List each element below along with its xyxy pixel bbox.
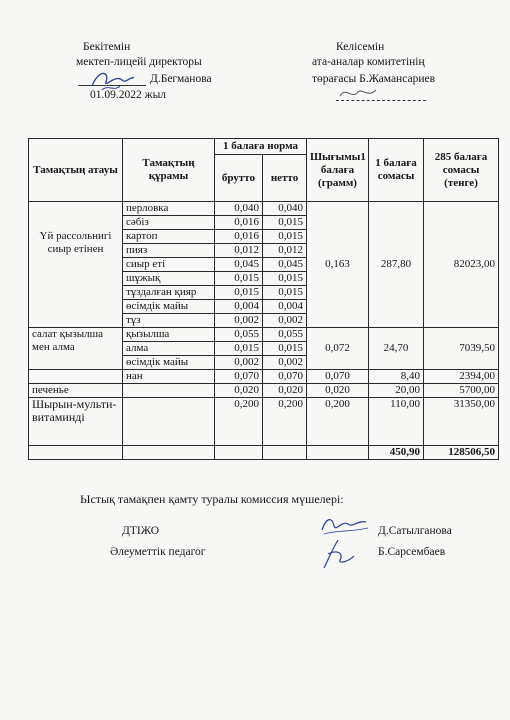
per-child-total: 450,90	[369, 446, 424, 460]
ingredient-name	[123, 384, 215, 398]
net-value: 0,015	[263, 216, 307, 230]
gross-value: 0,070	[215, 370, 263, 384]
net-value: 0,004	[263, 300, 307, 314]
table-row	[29, 328, 499, 342]
dish-name: салат қызылша мен алма	[29, 328, 123, 370]
ingredient-name: перловка	[123, 202, 215, 216]
ingredient-name	[123, 398, 215, 446]
gross-value: 0,020	[215, 384, 263, 398]
header-gross: брутто	[215, 155, 263, 202]
table-row	[29, 384, 499, 398]
header-dish: Тамақтың атауы	[29, 139, 123, 202]
gross-value: 0,015	[215, 272, 263, 286]
gross-value: 0,045	[215, 258, 263, 272]
ingredient-name: шұжық	[123, 272, 215, 286]
net-value: 0,002	[263, 314, 307, 328]
gross-value: 0,055	[215, 328, 263, 342]
agree-title: Келісемін	[336, 41, 385, 53]
approve-name: Д.Бегманова	[150, 73, 212, 85]
gross-value: 0,040	[215, 202, 263, 216]
net-value: 0,015	[263, 230, 307, 244]
total-value: 5700,00	[424, 384, 499, 398]
net-value: 0,070	[263, 370, 307, 384]
table-row	[29, 398, 499, 446]
gross-value: 0,015	[215, 342, 263, 356]
header-norm: 1 балаға норма	[215, 139, 307, 155]
director-signature-icon	[88, 66, 138, 94]
per-child-value: 287,80	[369, 202, 424, 328]
ingredient-name: пияз	[123, 244, 215, 258]
approve-title: Бекітемін	[83, 41, 131, 53]
net-value: 0,015	[263, 272, 307, 286]
gross-value: 0,012	[215, 244, 263, 258]
header-per-child: 1 балаға сомасы	[369, 139, 424, 202]
net-value: 0,015	[263, 342, 307, 356]
header-net: нетто	[263, 155, 307, 202]
net-value: 0,002	[263, 356, 307, 370]
net-value: 0,055	[263, 328, 307, 342]
gross-value: 0,016	[215, 216, 263, 230]
header-composition: Тамақтың құрамы	[123, 139, 215, 202]
gross-value: 0,002	[215, 314, 263, 328]
approve-position: мектеп-лицейі директоры	[76, 56, 202, 68]
gross-value: 0,004	[215, 300, 263, 314]
total-value: 31350,00	[424, 398, 499, 446]
consumption-value: 0,163	[307, 202, 369, 328]
consumption-value: 0,072	[307, 328, 369, 370]
ingredient-name: қызылша	[123, 328, 215, 342]
menu-table	[28, 138, 499, 460]
commission-member-name: Б.Сарсембаев	[378, 546, 446, 558]
commission-role: Әлеуметтік педагог	[110, 546, 206, 558]
table-row	[29, 202, 499, 216]
gross-value: 0,200	[215, 398, 263, 446]
ingredient-name: нан	[123, 370, 215, 384]
ingredient-name: өсімдік майы	[123, 300, 215, 314]
header-consumption: Шығымы1 балаға (грамм)	[307, 139, 369, 202]
net-value: 0,200	[263, 398, 307, 446]
dish-name: Үй рассольнигі сиыр етінен	[29, 202, 123, 328]
per-child-value: 8,40	[369, 370, 424, 384]
net-value: 0,012	[263, 244, 307, 258]
dish-name: печенье	[29, 384, 123, 398]
per-child-value: 20,00	[369, 384, 424, 398]
dish-name	[29, 370, 123, 384]
ingredient-name: алма	[123, 342, 215, 356]
net-value: 0,045	[263, 258, 307, 272]
commission-heading: Ыстық тамақпен қамту туралы комиссия мүшелері:	[80, 492, 344, 506]
commission-member-name: Д.Сатылганова	[378, 525, 452, 537]
gross-value: 0,015	[215, 286, 263, 300]
ingredient-name: тұздалған қияр	[123, 286, 215, 300]
agree-position: ата-аналар комитетінің	[312, 56, 425, 68]
ingredient-name: тұз	[123, 314, 215, 328]
header-total-285: 285 балаға сомасы (тенге)	[424, 139, 499, 202]
net-value: 0,020	[263, 384, 307, 398]
total-value: 2394,00	[424, 370, 499, 384]
ingredient-name: картоп	[123, 230, 215, 244]
per-child-value: 110,00	[369, 398, 424, 446]
member-signature-icon	[318, 512, 374, 538]
total-value: 82023,00	[424, 202, 499, 328]
gross-value: 0,016	[215, 230, 263, 244]
member-signature-icon	[318, 536, 360, 572]
ingredient-name: сәбіз	[123, 216, 215, 230]
ingredient-name: өсімдік майы	[123, 356, 215, 370]
gross-value: 0,002	[215, 356, 263, 370]
consumption-value: 0,020	[307, 384, 369, 398]
total-value: 7039,50	[424, 328, 499, 370]
ingredient-name: сиыр еті	[123, 258, 215, 272]
dish-name: Шырын-мульти-витаминді	[29, 398, 123, 446]
per-child-value: 24,70	[369, 328, 424, 370]
net-value: 0,015	[263, 286, 307, 300]
consumption-value: 0,200	[307, 398, 369, 446]
agree-name: төрағасы Б.Жамансариев	[312, 73, 436, 85]
grand-total: 128506,50	[424, 446, 499, 460]
committee-signature-icon	[338, 84, 378, 102]
commission-role: ДТІЖО	[122, 525, 160, 537]
consumption-value: 0,070	[307, 370, 369, 384]
net-value: 0,040	[263, 202, 307, 216]
approve-date: 01.09.2022 жыл	[90, 89, 167, 101]
totals-row	[29, 446, 499, 460]
table-row	[29, 370, 499, 384]
